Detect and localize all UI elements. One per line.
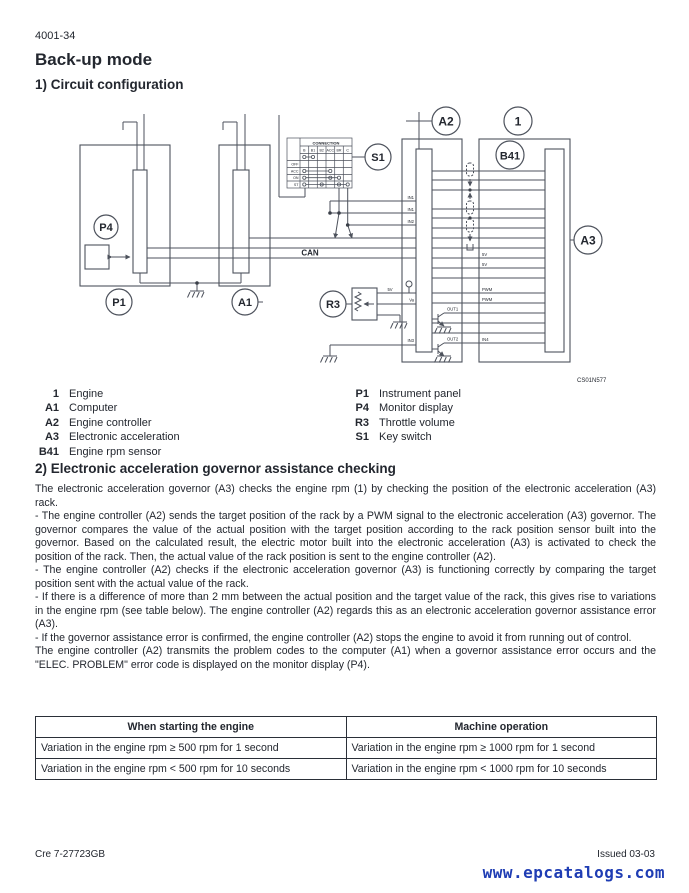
table-header-operation: Machine operation bbox=[346, 717, 657, 738]
wire-5v-r3: 5V bbox=[387, 287, 393, 292]
col-acc: ACC bbox=[326, 148, 335, 153]
table-cell: Variation in the engine rpm < 500 rpm for 10 seconds bbox=[36, 759, 347, 780]
col-b1: B1 bbox=[310, 148, 316, 153]
label-engine: 1 bbox=[514, 114, 522, 129]
connection-table-title: CONNECTION bbox=[312, 140, 340, 146]
label-a3: A3 bbox=[580, 233, 596, 248]
legend-code: S1 bbox=[355, 431, 369, 444]
legend-name: Electronic acceleration bbox=[69, 431, 180, 444]
wire-pwm2: PWM bbox=[482, 297, 493, 302]
legend-code: R3 bbox=[354, 416, 369, 429]
legend-code: P4 bbox=[355, 402, 369, 415]
section1-heading: 1) Circuit configuration bbox=[35, 77, 184, 92]
table-cell: Variation in the engine rpm ≥ 500 rpm for 1 second bbox=[36, 738, 347, 759]
legend-item bbox=[345, 430, 645, 444]
legend-item bbox=[345, 416, 645, 430]
legend-item bbox=[35, 387, 335, 401]
legend-left-column bbox=[35, 387, 335, 459]
legend-item bbox=[35, 416, 335, 430]
paragraph: - If the governor assistance error is confirmed, the engine controller (A2) stops the engine to avoid it from running out of control. bbox=[35, 631, 632, 644]
legend-code: A3 bbox=[44, 431, 59, 444]
label-can: CAN bbox=[301, 248, 319, 258]
paragraph: - The engine controller (A2) checks if the electronic acceleration governor (A3) is functioning correctly by comparing the target position sent with the actual value of the rack. bbox=[35, 564, 656, 590]
circuit-diagram bbox=[0, 0, 689, 400]
label-a2: A2 bbox=[438, 114, 454, 129]
legend-name: Computer bbox=[69, 402, 118, 415]
row-on: ON bbox=[293, 176, 299, 181]
label-s1: S1 bbox=[371, 152, 385, 164]
legend-name: Engine bbox=[69, 388, 104, 400]
label-r3: R3 bbox=[325, 299, 341, 311]
legend-item bbox=[35, 401, 335, 415]
wire-out2: OUT2 bbox=[447, 336, 459, 342]
label-b41: B41 bbox=[499, 150, 521, 163]
page-title: Back-up mode bbox=[35, 50, 153, 69]
wire-va: Va bbox=[409, 297, 414, 303]
p1-connector-strip bbox=[133, 170, 147, 273]
col-br: BR bbox=[336, 148, 342, 153]
table-row bbox=[36, 738, 657, 759]
wire-5v-a: 5V bbox=[482, 252, 488, 257]
col-c: C bbox=[346, 148, 350, 153]
legend-name: Instrument panel bbox=[379, 388, 461, 400]
legend-item bbox=[35, 430, 335, 444]
paragraph: The electronic acceleration governor (A3) checks the engine rpm (1) by checking the position of the electronic acceleration (A3) rack. bbox=[35, 483, 656, 509]
body-text bbox=[35, 483, 656, 672]
engine-connector-strip bbox=[545, 149, 564, 352]
legend-name: Engine controller bbox=[69, 416, 152, 429]
issued-date: Issued 03-03 bbox=[597, 849, 655, 860]
key-switch-table bbox=[287, 138, 352, 188]
monitor-display-box bbox=[85, 245, 109, 269]
figure-id: CS01N577 bbox=[577, 378, 607, 384]
rpm-variation-table bbox=[35, 716, 657, 780]
paragraph: The engine controller (A2) transmits the problem codes to the computer (A1) when a governor assistance error occurs and the "ELEC. PROBLEM" error code is displayed on the monitor display (P4). bbox=[35, 645, 656, 671]
ground-symbol bbox=[321, 356, 338, 363]
legend-name: Key switch bbox=[379, 431, 432, 444]
supply-tap-symbol bbox=[406, 281, 412, 287]
legend-name: Throttle volume bbox=[379, 416, 455, 429]
wire-in1a: IN1 bbox=[407, 195, 414, 200]
table-header-starting: When starting the engine bbox=[36, 717, 347, 738]
legend-name: Engine rpm sensor bbox=[69, 445, 162, 458]
table-cell: Variation in the engine rpm < 1000 rpm for 10 seconds bbox=[346, 759, 657, 780]
row-off: OFF bbox=[291, 162, 299, 167]
paragraph: - The engine controller (A2) sends the target position of the rack by a PWM signal to the electronic acceleration (A3) governor. The governor compares the value of the actual position with the target position according to the rack position sensor built into the governor. Based on the calculated result, the electric motor built into the electronic acceleration (A3) is activated to check the position of the rack. Then, the actual value of the rack position is sent to the engine controller (A2). bbox=[35, 510, 656, 563]
page-number: 4001-34 bbox=[35, 30, 76, 42]
legend-code: 1 bbox=[52, 388, 59, 400]
doc-code: Cre 7-27723GB bbox=[35, 849, 106, 860]
legend-code: A2 bbox=[44, 416, 59, 429]
wire-out1: OUT1 bbox=[447, 306, 459, 312]
label-p4: P4 bbox=[99, 222, 113, 234]
legend-item bbox=[35, 445, 335, 459]
table-cell: Variation in the engine rpm ≥ 1000 rpm for 1 second bbox=[346, 738, 657, 759]
row-acc: ACC bbox=[290, 169, 299, 174]
legend-item bbox=[345, 401, 645, 415]
col-b: B bbox=[303, 148, 306, 153]
wire-pwm1: PWM bbox=[482, 287, 493, 292]
section2-heading: 2) Electronic acceleration governor assistance checking bbox=[35, 461, 396, 476]
wire-in2: IN2 bbox=[407, 219, 414, 224]
legend-code: B41 bbox=[38, 445, 59, 458]
legend-code: P1 bbox=[355, 388, 369, 400]
legend-right-column bbox=[345, 387, 645, 445]
watermark-link[interactable]: www.epcatalogs.com bbox=[482, 863, 665, 882]
legend-name: Monitor display bbox=[379, 402, 453, 415]
row-st: ST bbox=[293, 182, 299, 187]
a2-connector-strip bbox=[416, 149, 432, 352]
wire-5v-b: 5V bbox=[482, 262, 488, 267]
paragraph: - If there is a difference of more than 2 mm between the actual position and the target value of the rack, this gives rise to variations in the engine rpm (see table below). The engine controller (A2) regards this as an electronic acceleration governor assistance error (A3). bbox=[35, 591, 656, 630]
legend-code: A1 bbox=[44, 402, 59, 415]
col-b2: B2 bbox=[319, 148, 324, 153]
wire-in4: IN4 bbox=[482, 337, 489, 342]
table-row bbox=[36, 759, 657, 780]
label-p1: P1 bbox=[112, 297, 126, 309]
wire-in1b: IN1 bbox=[407, 207, 414, 212]
wire-in3: IN3 bbox=[407, 338, 414, 343]
label-a1: A1 bbox=[237, 297, 253, 309]
legend-item bbox=[345, 387, 645, 401]
ground-symbol bbox=[188, 291, 205, 298]
